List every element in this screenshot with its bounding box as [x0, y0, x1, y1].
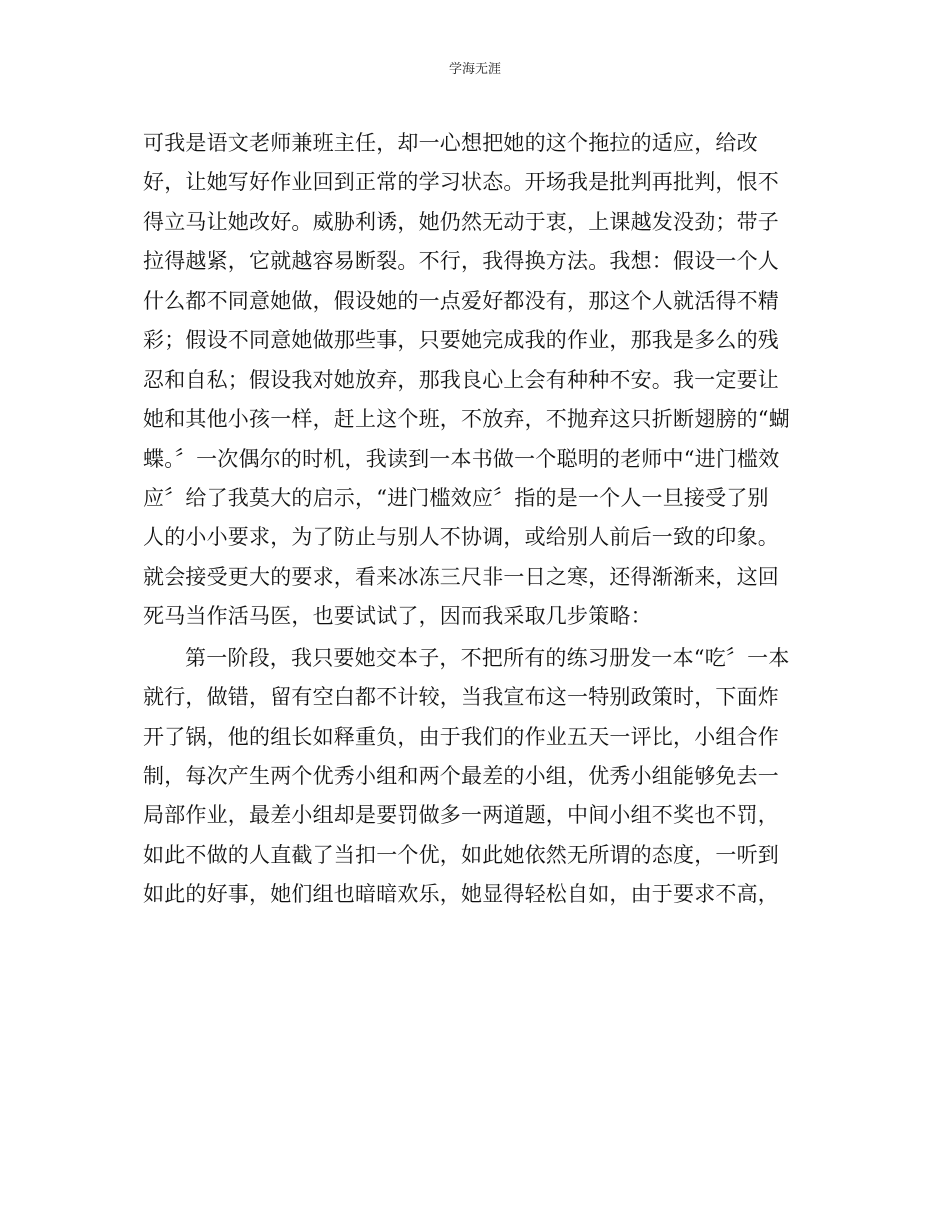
text-line: 如此的好事，她们组也暗暗欢乐，她显得轻松自如，由于要求不高， [143, 882, 779, 907]
text-line: 蝶。〞一次偶尔的时机，我读到一本书做一个聪明的老师中“进门槛效 [143, 446, 780, 471]
text-line: 什么都不同意她做，假设她的一点爱好都没有，那这个人就活得不精 [143, 288, 779, 313]
text-line: 忍和自私；假设我对她放弃，那我良心上会有种种不安。我一定要让 [143, 367, 779, 392]
text-line: 彩；假设不同意她做那些事，只要她完成我的作业，那我是多么的残 [143, 328, 779, 353]
text-line: 人的小小要求，为了防止与别人不协调，或给别人前后一致的印象。 [143, 525, 779, 550]
text-line: 可我是语文老师兼班主任，却一心想把她的这个拖拉的适应，给改 [143, 131, 758, 155]
page-header-title: 学海无涯 [448, 62, 501, 77]
text-line: 第一阶段，我只要她交本子，不把所有的练习册发一本“吃〞一本 [185, 645, 790, 670]
text-line: 拉得越紧，它就越容易断裂。不行，我得换方法。我想：假设一个人 [143, 249, 779, 274]
text-line: 就行，做错，留有空白都不计较，当我宣布这一特别政策时，下面炸 [143, 685, 779, 710]
text-line: 应〞给了我莫大的启示，“进门槛效应〞指的是一个人一旦接受了别 [143, 485, 769, 510]
text-line: 就会接受更大的要求，看来冰冻三尺非一日之寒，还得渐渐来，这回 [143, 564, 779, 589]
text-line: 好，让她写好作业回到正常的学习状态。开场我是批判再批判，恨不 [143, 170, 779, 195]
text-line: 如此不做的人直截了当扣一个优，如此她依然无所谓的态度，一听到 [143, 842, 779, 867]
text-line: 她和其他小孩一样，赶上这个班，不放弃，不抛弃这只折断翅膀的“蝴 [143, 407, 790, 432]
text-line: 开了锅，他的组长如释重负，由于我们的作业五天一评比，小组合作 [143, 724, 779, 749]
text-line: 得立马让她改好。威胁利诱，她仍然无动于衷，上课越发没劲；带子 [143, 209, 779, 234]
text-line: 制，每次产生两个优秀小组和两个最差的小组，优秀小组能够免去一 [143, 764, 779, 788]
text-line: 死马当作活马医，也要试试了，因而我采取几步策略： [143, 604, 652, 629]
document-body [143, 124, 813, 915]
text-line: 局部作业，最差小组却是要罚做多一两道题，中间小组不奖也不罚， [143, 803, 779, 828]
